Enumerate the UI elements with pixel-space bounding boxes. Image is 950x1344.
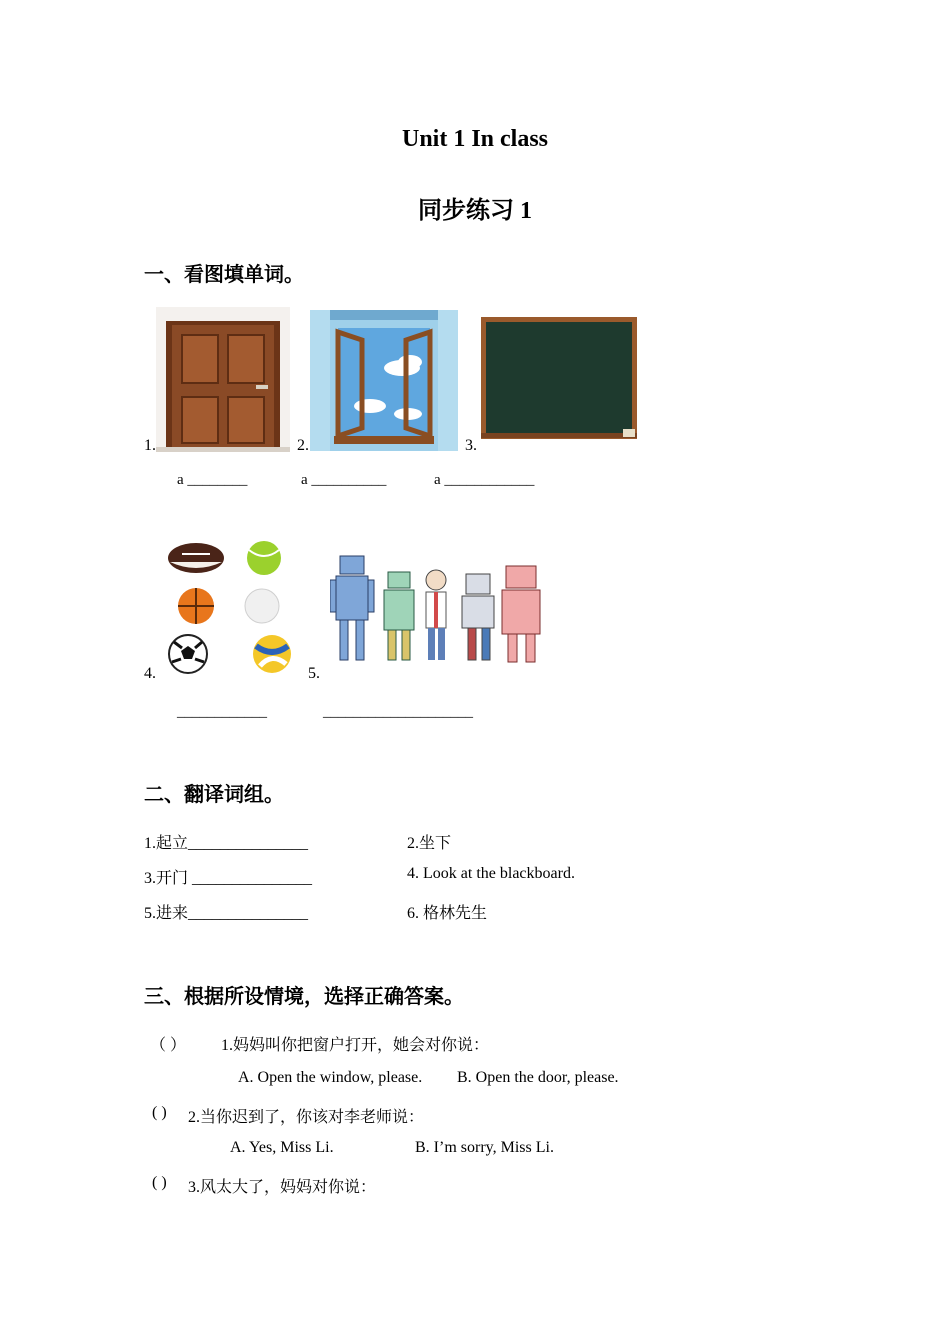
q3-answer-paren: ( ) <box>152 1174 167 1191</box>
q1-answer-paren: （ ） <box>150 1037 187 1054</box>
item1-number: 1. <box>144 437 156 454</box>
blackboard-icon <box>481 317 639 441</box>
q2-option-b: B. I’m sorry, Miss Li. <box>415 1139 554 1156</box>
q2-option-a: A. Yes, Miss Li. <box>230 1139 334 1156</box>
item5-answer-blank: ____________________ <box>323 704 473 720</box>
page-title: Unit 1 In class <box>401 126 549 152</box>
item3-answer-blank: a ____________ <box>434 472 535 488</box>
phrase-4: 4. Look at the blackboard. <box>407 865 575 882</box>
item4-number: 4. <box>144 665 156 682</box>
phrase-6: 6. 格林先生 <box>407 905 488 922</box>
page-subtitle: 同步练习 1 <box>418 198 532 224</box>
item5-number: 5. <box>308 665 320 682</box>
phrase-5: 5.进来_______________ <box>144 905 309 922</box>
robots-icon <box>330 552 548 670</box>
item2-answer-blank: a __________ <box>301 472 387 488</box>
q1-option-b: B. Open the door, please. <box>457 1069 619 1086</box>
q1-option-a: A. Open the window, please. <box>238 1069 423 1086</box>
phrase-3: 3.开门 _______________ <box>144 870 313 887</box>
balls-icon <box>160 532 300 680</box>
item2-number: 2. <box>297 437 309 454</box>
window-icon <box>310 310 458 451</box>
item1-answer-blank: a ________ <box>177 472 248 488</box>
q2-question: 2.当你迟到了，你该对李老师说： <box>188 1109 425 1126</box>
q2-answer-paren: ( ) <box>152 1104 167 1121</box>
phrase-1: 1.起立_______________ <box>144 835 309 852</box>
item3-number: 3. <box>465 437 477 454</box>
section2-heading: 二、翻译词组。 <box>144 782 284 806</box>
q3-question: 3.风太大了，妈妈对你说： <box>188 1179 377 1196</box>
section3-heading: 三、根据所设情境，选择正确答案。 <box>144 984 464 1008</box>
q1-question: 1.妈妈叫你把窗户打开，她会对你说： <box>221 1037 490 1054</box>
section1-heading: 一、看图填单词。 <box>144 262 304 286</box>
door-icon <box>156 307 290 452</box>
phrase-2: 2.坐下 <box>407 835 452 852</box>
item4-answer-blank: ____________ <box>177 704 267 720</box>
